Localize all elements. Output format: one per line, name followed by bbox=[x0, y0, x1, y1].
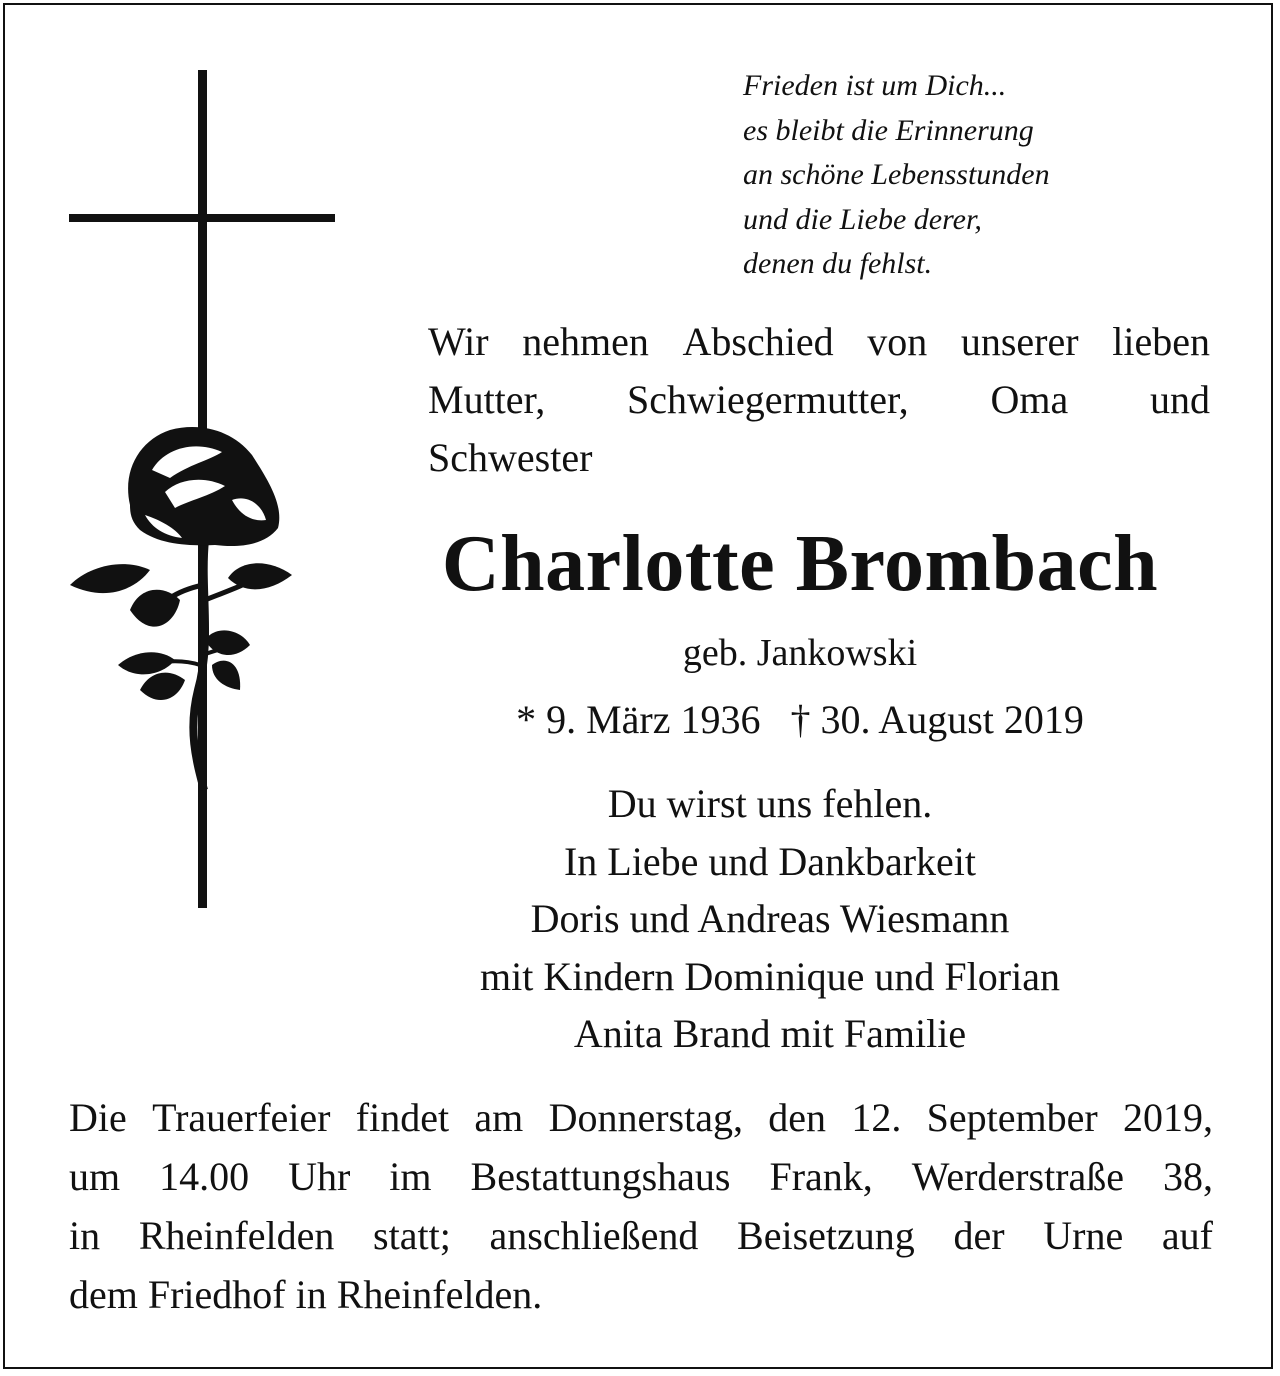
service-word: Frank, bbox=[769, 1154, 873, 1199]
service-word: im bbox=[389, 1154, 432, 1199]
intro-word: Wir bbox=[428, 319, 489, 364]
service-line-1 bbox=[69, 1088, 1213, 1147]
service-word: Bestattungshaus bbox=[470, 1154, 731, 1199]
memorial-poem bbox=[743, 64, 1203, 287]
death-date: † 30. August 2019 bbox=[790, 697, 1084, 742]
poem-line: Frieden ist um Dich... bbox=[743, 69, 1007, 102]
service-word: in bbox=[69, 1213, 101, 1258]
service-word: Urne bbox=[1043, 1213, 1124, 1258]
service-word: am bbox=[474, 1095, 524, 1140]
service-word: September bbox=[926, 1095, 1098, 1140]
service-word: Donnerstag, bbox=[548, 1095, 743, 1140]
intro-line-2 bbox=[428, 371, 1210, 429]
poem-line: und die Liebe derer, bbox=[743, 202, 982, 236]
mourners-line: In Liebe und Dankbarkeit bbox=[563, 838, 977, 884]
intro-word: Oma bbox=[990, 377, 1069, 422]
service-word: Werderstraße bbox=[911, 1154, 1125, 1199]
service-word: um bbox=[69, 1154, 121, 1199]
deceased-name: Charlotte Brombach bbox=[441, 520, 1159, 608]
intro-word: Schwiegermutter, bbox=[627, 377, 909, 422]
intro-word: lieben bbox=[1112, 319, 1210, 364]
intro-word: nehmen bbox=[522, 319, 649, 364]
service-word: anschließend bbox=[489, 1213, 699, 1258]
mourners-line: mit Kindern Dominique und Florian bbox=[480, 953, 1060, 999]
intro-word: Mutter, bbox=[428, 377, 546, 422]
service-word: Trauerfeier bbox=[152, 1095, 331, 1140]
intro-word: unserer bbox=[960, 319, 1079, 364]
service-word: auf bbox=[1161, 1213, 1213, 1258]
service-line-4: dem Friedhof in Rheinfelden. bbox=[69, 1272, 543, 1317]
service-word: den bbox=[768, 1095, 827, 1140]
intro-word: Abschied bbox=[682, 319, 834, 364]
service-word: Rheinfelden bbox=[138, 1213, 335, 1258]
poem-line: an schöne Lebensstunden bbox=[743, 158, 1050, 191]
service-word: findet bbox=[355, 1095, 450, 1140]
intro-line-3: Schwester bbox=[428, 435, 593, 480]
service-line-2 bbox=[69, 1147, 1213, 1206]
service-word: der bbox=[953, 1213, 1005, 1258]
service-word: 12. bbox=[851, 1095, 902, 1140]
intro-word: und bbox=[1149, 377, 1210, 422]
life-dates bbox=[320, 692, 1280, 748]
farewell-intro bbox=[428, 313, 1210, 487]
service-word: 14.00 bbox=[159, 1154, 250, 1199]
mourners-block bbox=[330, 775, 1210, 1063]
intro-word: von bbox=[867, 319, 928, 364]
service-word: Uhr bbox=[288, 1154, 351, 1199]
mourners-line: Doris und Andreas Wiesmann bbox=[530, 896, 1010, 941]
service-word: 38, bbox=[1163, 1154, 1213, 1199]
birth-date: * 9. März 1936 bbox=[516, 697, 761, 742]
poem-line: es bleibt die Erinnerung bbox=[743, 113, 1034, 147]
poem-line: denen du fehlst. bbox=[743, 247, 933, 280]
service-word: Beisetzung bbox=[737, 1213, 915, 1258]
rose-icon bbox=[70, 427, 292, 790]
service-word: 2019, bbox=[1123, 1095, 1213, 1140]
mourners-line: Du wirst uns fehlen. bbox=[607, 781, 933, 826]
service-line-3 bbox=[69, 1206, 1213, 1265]
service-word: Die bbox=[69, 1095, 127, 1140]
service-word: statt; bbox=[373, 1213, 451, 1258]
mourners-line: Anita Brand mit Familie bbox=[573, 1011, 967, 1056]
intro-line-1 bbox=[428, 313, 1210, 371]
birth-name: geb. Jankowski bbox=[682, 632, 918, 674]
funeral-service-info bbox=[69, 1088, 1213, 1324]
